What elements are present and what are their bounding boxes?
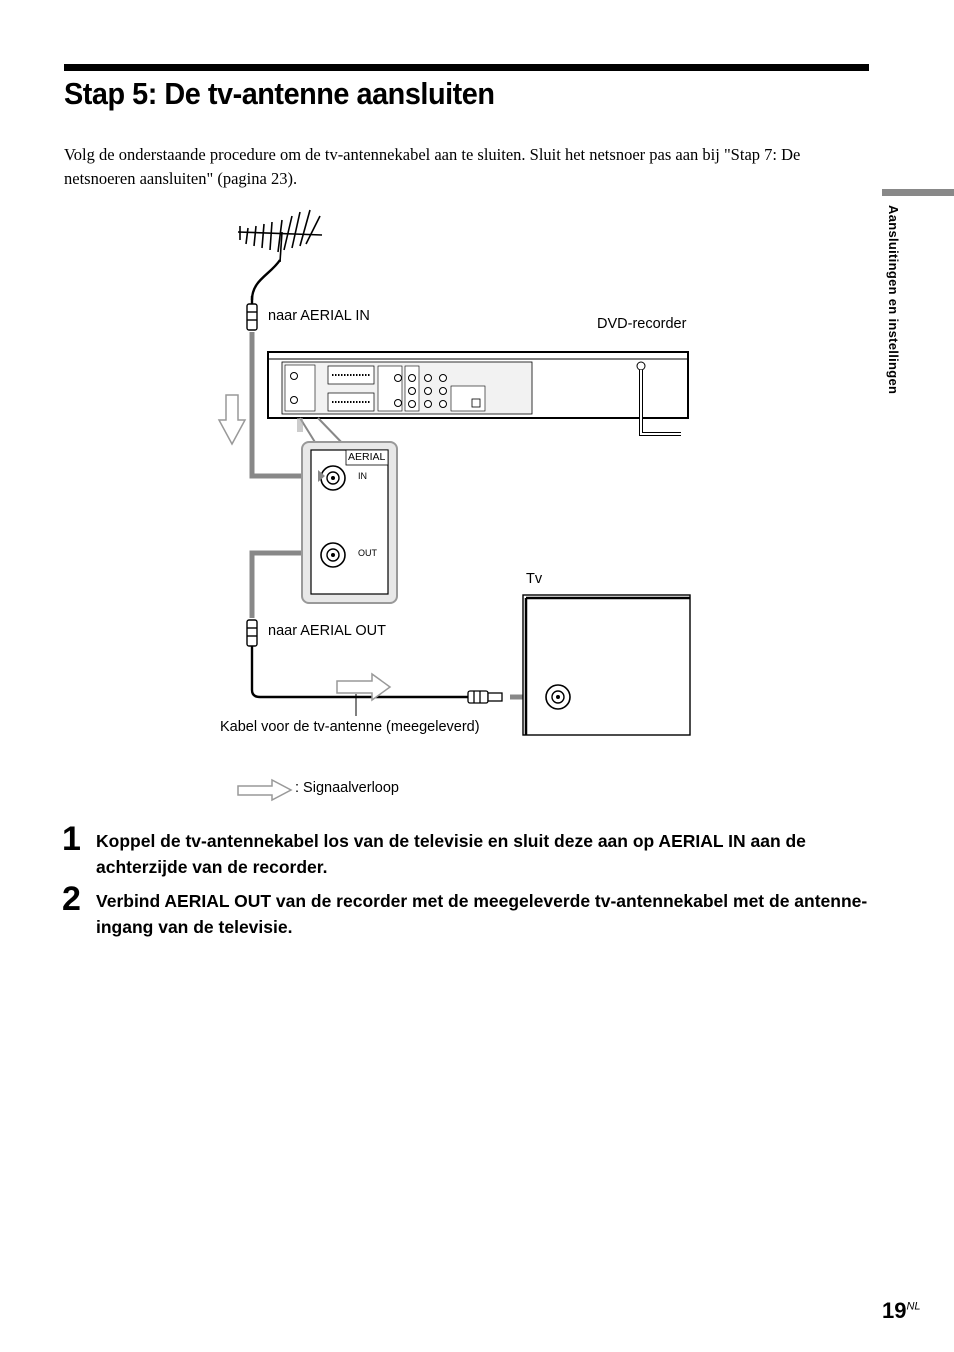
label-out: OUT [358,548,377,558]
antenna-icon [238,210,322,300]
legend-signal-flow: : Signaalverloop [295,780,399,796]
intro-paragraph: Volg de onderstaande procedure om de tv-antennekabel aan te sluiten. Sluit het netsnoer pas aan bij "Stap 7: De netsnoeren aansluiten" (pagina 23). [64,145,801,188]
page-number [882,1298,921,1324]
step-1-number: 1 [62,820,81,858]
step-2-text: Verbind AERIAL OUT van de recorder met de meegeleverde tv-antennekabel met de antenne-ingang van de televisie. [96,891,868,937]
tv-icon [523,595,690,735]
page-number-suffix: NL [906,1300,921,1313]
label-aerial-in: naar AERIAL IN [268,308,370,324]
plug-icon [468,691,502,703]
label-dvd-recorder: DVD-recorder [597,316,687,332]
page-title: Stap 5: De tv-antenne aansluiten [64,76,495,111]
side-tab-label: Aansluitingen en instellingen [886,205,901,395]
dvd-recorder-back-panel [268,352,688,434]
label-in: IN [358,471,367,481]
signal-arrow-icon [238,780,291,800]
label-cable: Kabel voor de tv-antenne (meegeleverd) [220,719,480,735]
plug-icon [247,296,257,330]
label-aerial: AERIAL [348,451,386,463]
label-aerial-out: naar AERIAL OUT [268,623,386,639]
aerial-panel-enlarged [302,442,397,603]
step-2-number: 2 [62,880,81,918]
label-tv: Tv [526,571,543,587]
page-number-value: 19 [882,1298,907,1323]
plug-icon [247,620,257,646]
step-1-text: Koppel de tv-antennekabel los van de televisie en sluit deze aan op AERIAL IN aan de achterzijde van de recorder. [96,831,806,877]
